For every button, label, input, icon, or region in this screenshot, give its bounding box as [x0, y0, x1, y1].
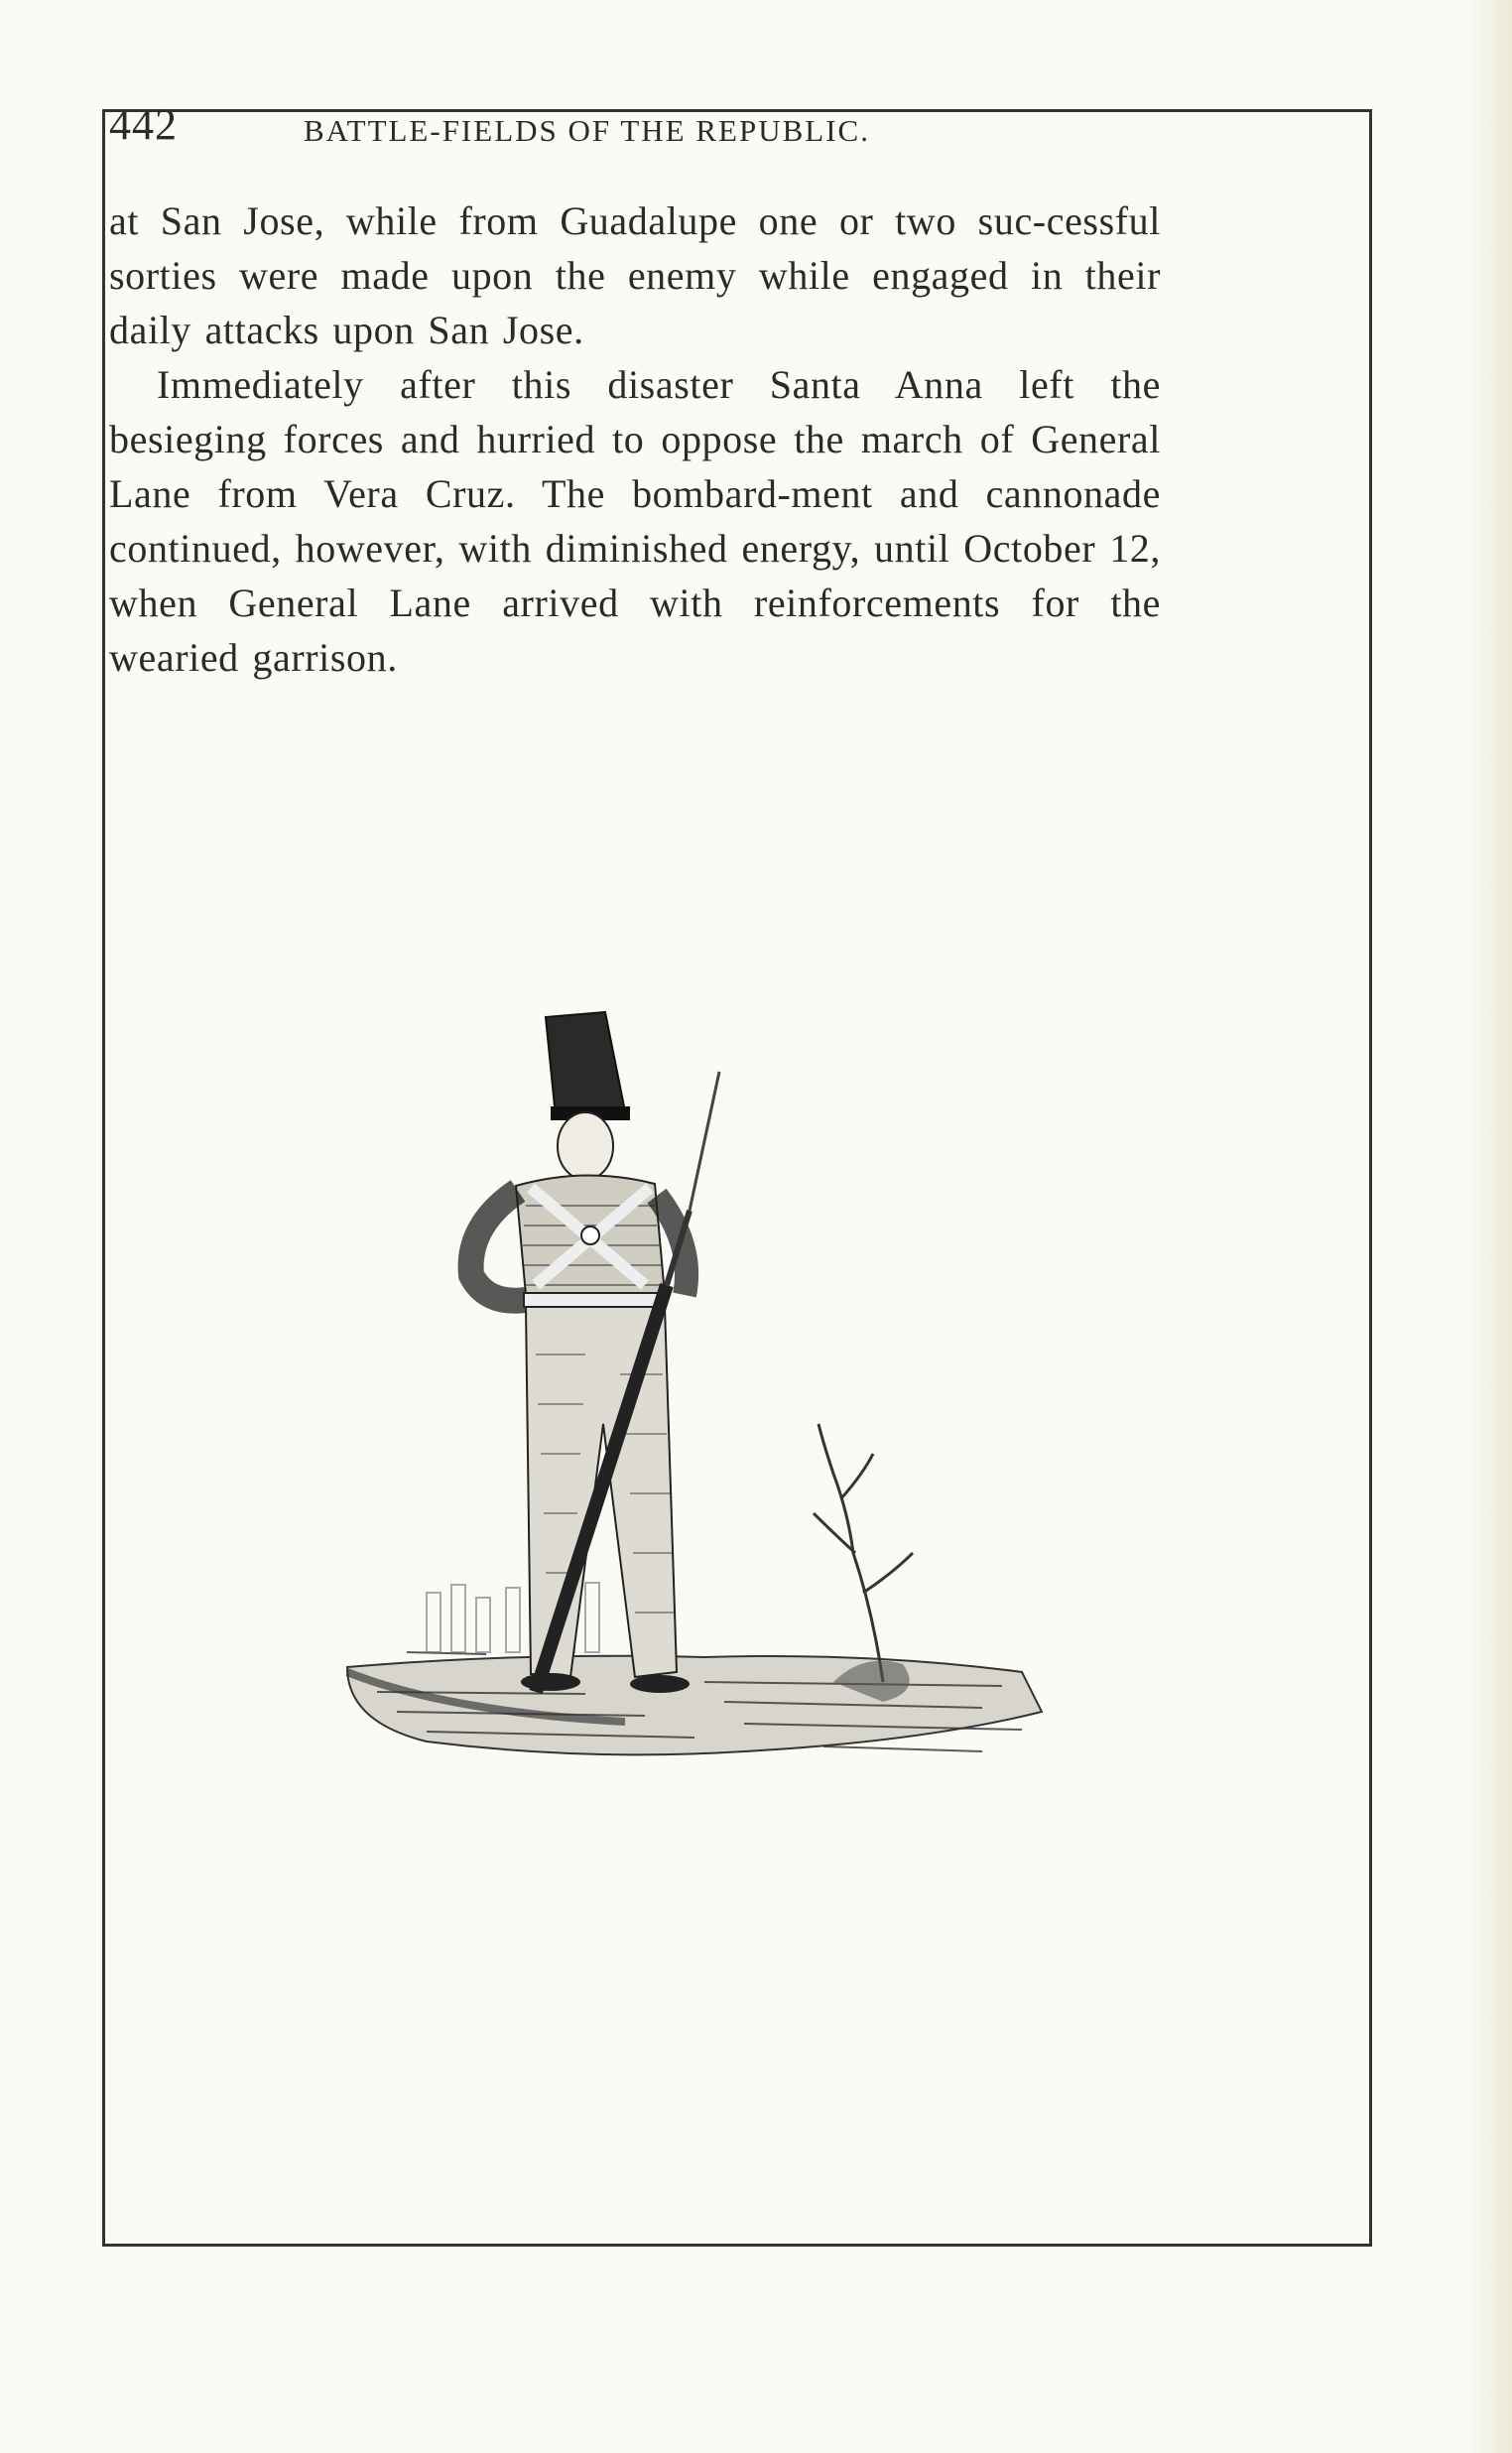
page-number: 442: [109, 100, 178, 149]
page-edge: [1462, 0, 1512, 2453]
paragraph-1: at San Jose, while from Guadalupe one or two suc-cessful sorties were made upon the enemy while engaged in their daily attacks upon San Jose.: [109, 198, 1161, 352]
running-head: [109, 95, 1062, 155]
paragraph-2: Immediately after this disaster Santa Anna left the besieging forces and hurried to oppose the march of General Lane from Vera Cruz. The bombard-ment and cannonade continued, however, with diminished energy, until October 12, when General Lane arrived with reinforcements for the wearied garrison.: [109, 362, 1161, 680]
body-text: [109, 194, 1161, 685]
running-title: BATTLE-FIELDS OF THE REPUBLIC.: [304, 113, 870, 148]
soldier-engraving: [228, 958, 1141, 1875]
